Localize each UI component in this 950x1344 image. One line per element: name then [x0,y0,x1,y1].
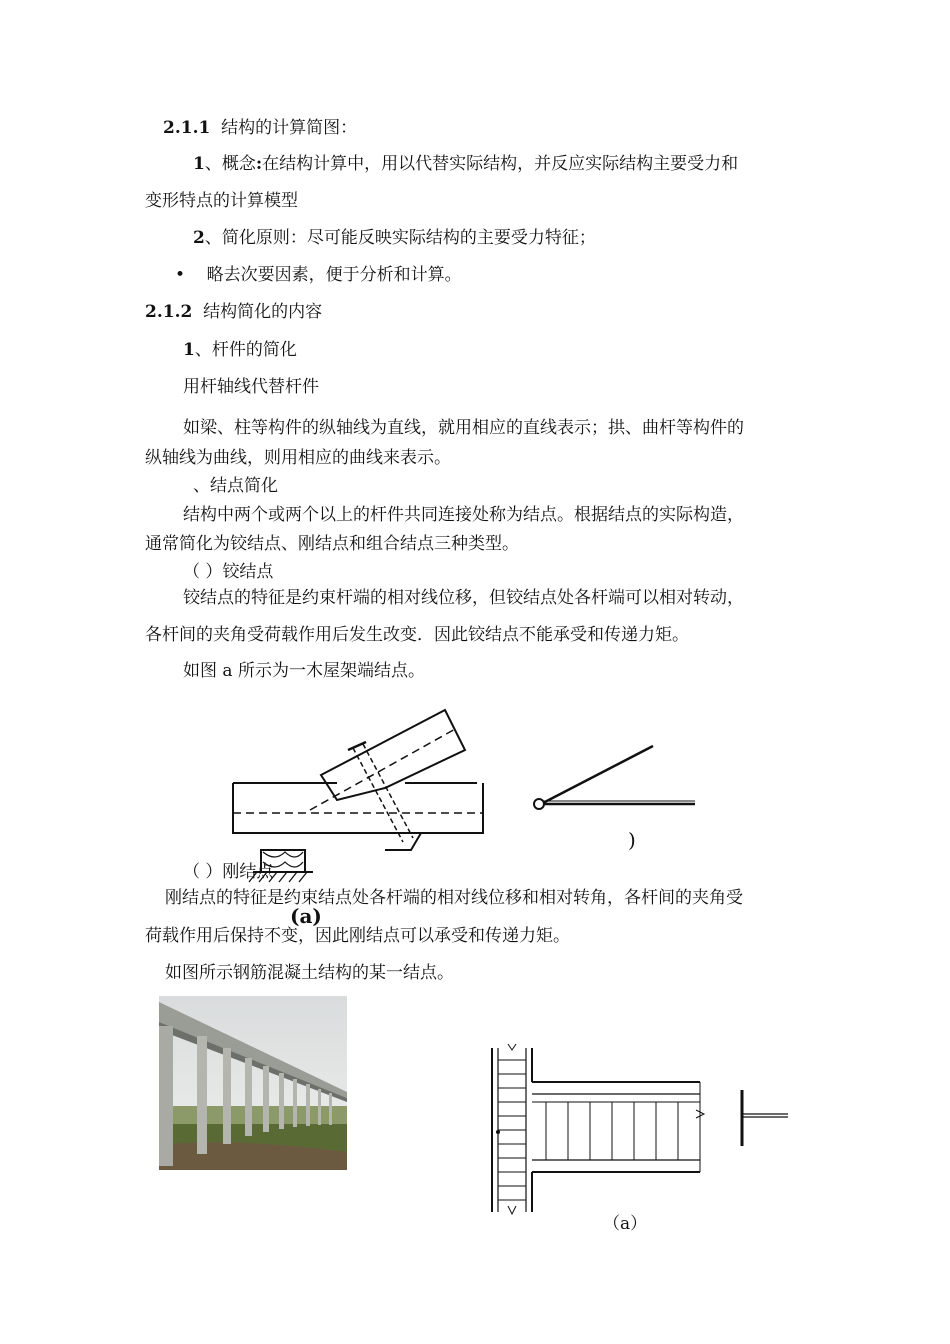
rafter-outline [321,710,465,800]
figure-label-a: (a) [290,904,322,928]
strap-plate [375,833,421,850]
paragraph-axis: 用杆轴线代替杆件 [183,377,319,397]
paragraph-hinge-feature: 铰结点的特征是约束杆端的相对线位移，但铰结点处各杆端可以相对转动， [183,588,744,608]
bullet-icon: • [175,265,186,285]
paragraph-rigid-feature-cont: 荷载作用后保持不变，因此刚结点可以承受和传递力矩。 [145,926,570,946]
paragraph-axis-detail: 如梁、柱等构件的纵轴线为直线，就用相应的直线表示；拱、曲杆等构件的 [183,418,744,438]
paragraph-node-def-cont: 通常简化为铰结点、刚结点和组合结点三种类型。 [145,534,519,554]
paragraph-rigid-feature: 刚结点的特征是约束结点处各杆端的相对线位移和相对转角，各杆间的夹角受 [165,888,743,908]
paragraph-member-simplify: 1、杆件的简化 [183,340,297,360]
rc-node-figure [470,1040,800,1220]
paragraph-node-simplify: 、结点简化 [193,476,278,496]
bullet-item: • 略去次要因素，便于分析和计算。 [175,265,462,285]
paragraph-figure-a-intro: 如图 a 所示为一木屋架端结点。 [183,661,425,681]
viaduct-photo-drawing [159,996,347,1170]
heading-2-1-1 [163,118,357,138]
section-title: 结构的计算简图： [221,118,358,138]
figure-label-a-2: （a） [603,1214,648,1234]
schematic-inclined-bar [541,746,653,804]
paragraph-rigid-title: （ ）刚结点 [183,862,274,882]
figure-close-paren: ) [628,828,636,852]
heading-2-1-2 [145,302,322,322]
paragraph-node-def: 结构中两个或两个以上的杆件共同连接处称为结点。根据结点的实际构造， [183,505,744,525]
paragraph-rc-node-intro: 如图所示钢筋混凝土结构的某一结点。 [165,963,454,983]
paragraph-principle: 2、简化原则：尽可能反映实际结构的主要受力特征； [193,228,596,248]
section-number: 2.1.1 [163,118,211,138]
hinge-circle-icon [534,799,544,809]
paragraph-concept: 1、概念:在结构计算中，用以代替实际结构，并反应实际结构主要受力和 [193,154,739,174]
chord-right-end [415,783,483,833]
section-number: 2.1.2 [145,302,193,322]
viaduct-photo [159,996,347,1170]
section-title: 结构简化的内容 [203,302,323,322]
paragraph-axis-detail-cont: 纵轴线为曲线，则用相应的曲线来表示。 [145,448,451,468]
column-stirrups [498,1060,526,1200]
paragraph-concept-cont: 变形特点的计算模型 [145,191,298,211]
paragraph-hinge-title: （ ）铰结点 [183,562,274,582]
beam-stirrups [546,1102,678,1160]
paragraph-hinge-feature-cont: 各杆间的夹角受荷载作用后发生改变．因此铰结点不能承受和传递力矩。 [145,625,689,645]
